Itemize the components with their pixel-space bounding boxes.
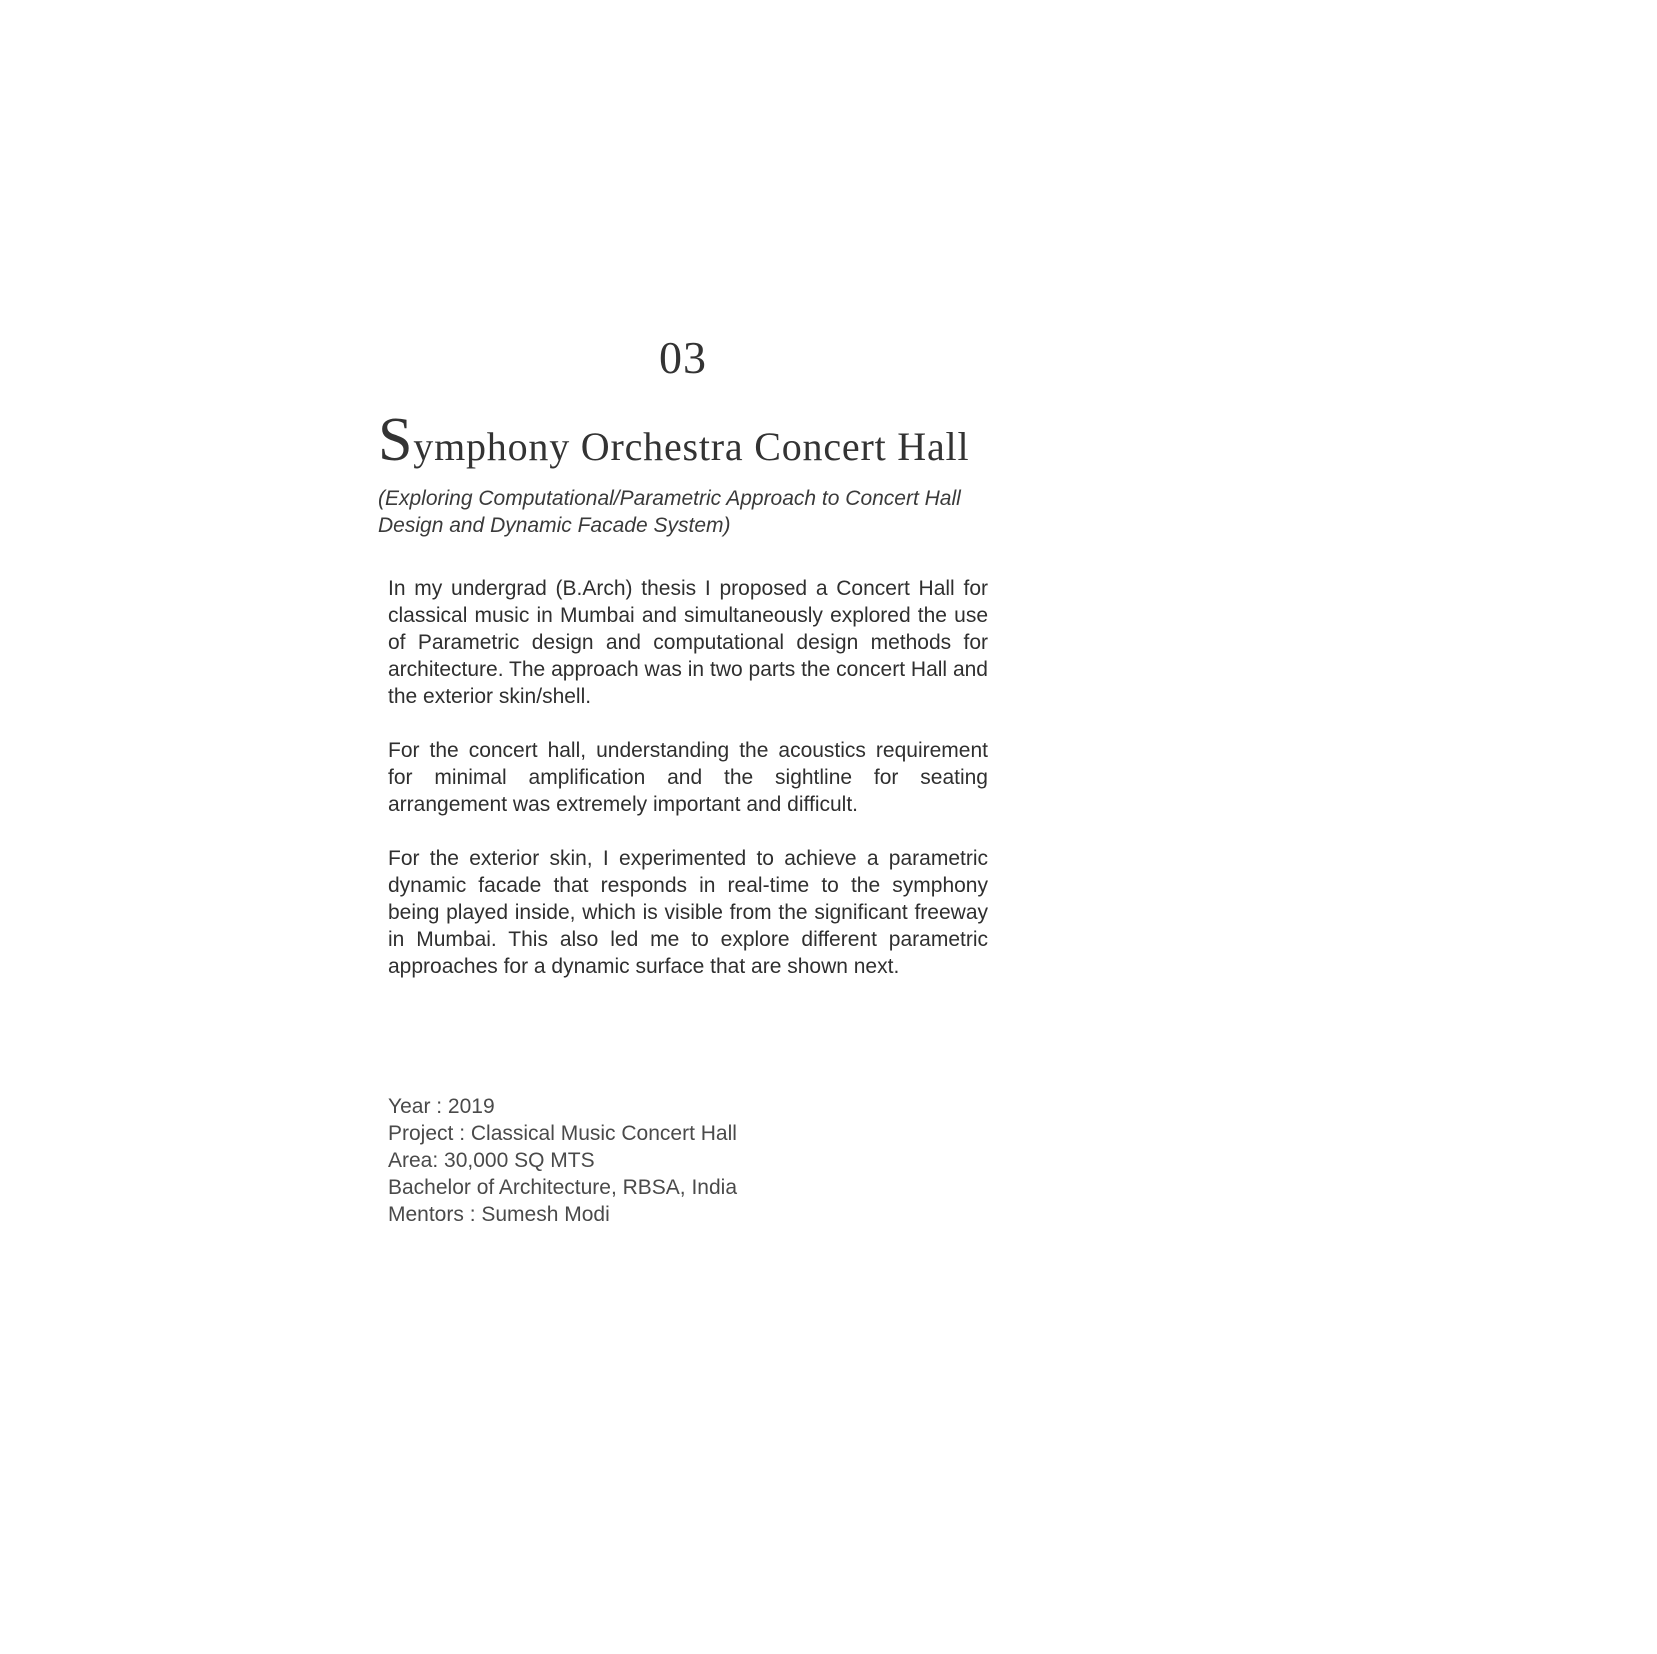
title-initial: S bbox=[378, 406, 414, 474]
section-number: 03 bbox=[659, 332, 707, 383]
project-description bbox=[388, 575, 988, 1007]
project-details bbox=[388, 1093, 988, 1228]
detail-mentors: Mentors : Sumesh Modi bbox=[388, 1203, 610, 1226]
title-rest: ymphony Orchestra Concert Hall bbox=[413, 424, 970, 469]
detail-area: Area: 30,000 SQ MTS bbox=[388, 1149, 595, 1172]
project-subtitle: (Exploring Computational/Parametric Approach to Concert Hall Design and Dynamic Facade System) bbox=[378, 487, 961, 537]
detail-project: Project : Classical Music Concert Hall bbox=[388, 1122, 737, 1145]
detail-year: Year : 2019 bbox=[388, 1095, 495, 1118]
project-title bbox=[378, 406, 988, 477]
description-paragraph-1: In my undergrad (B.Arch) thesis I proposed a Concert Hall for classical music in Mumbai and simultaneously explored the use of Parametric design and computational design methods for architecture. The approach was in two parts the concert Hall and the exterior skin/shell. bbox=[388, 577, 988, 708]
description-paragraph-3: For the exterior skin, I experimented to achieve a parametric dynamic facade that responds in real-time to the symphony being played inside, which is visible from the significant freeway in Mumbai. This also led me to explore different parametric approaches for a dynamic surface that are shown next. bbox=[388, 847, 988, 978]
detail-degree: Bachelor of Architecture, RBSA, India bbox=[388, 1176, 738, 1199]
description-paragraph-2: For the concert hall, understanding the acoustics requirement for minimal amplification and the sightline for seating arrangement was extremely important and difficult. bbox=[388, 739, 988, 816]
